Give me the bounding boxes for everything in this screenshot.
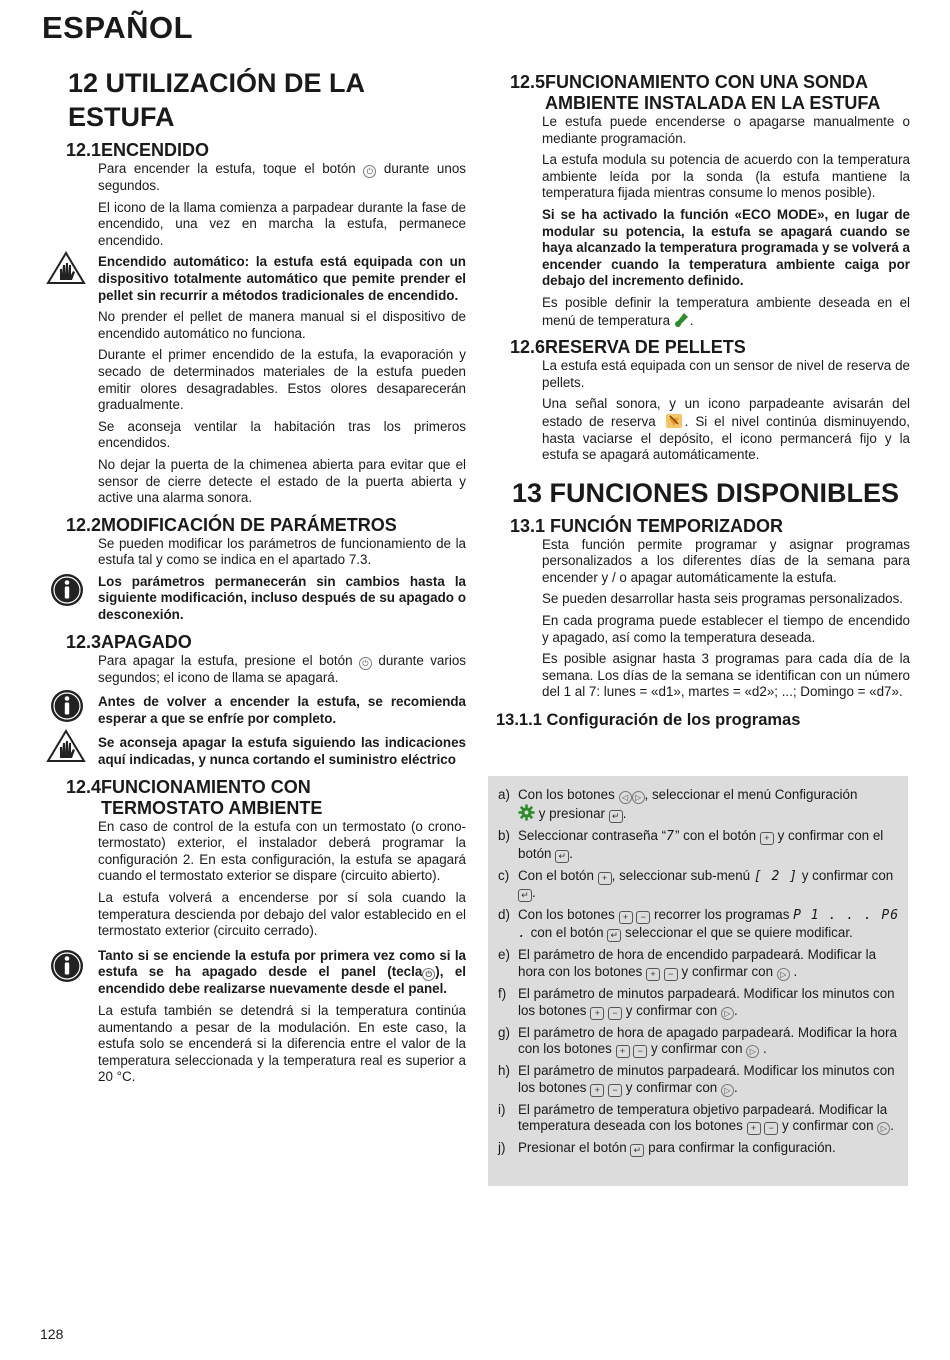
plus-button-icon: +: [646, 968, 660, 981]
section-number: 12.1: [66, 140, 102, 160]
title-line: AMBIENTE INSTALADA EN LA ESTUFA: [545, 93, 881, 113]
text: y confirmar con el botón: [518, 828, 884, 861]
paragraph: Le estufa puede encenderse o apagarse manualmente o mediante programación.: [542, 114, 910, 146]
section-title: FUNCIÓN TEMPORIZADOR: [550, 515, 783, 536]
text: Tanto si se enciende la estufa por primera vez como si la estufa se ha apagado desde el panel (tecla: [98, 947, 466, 980]
gear-icon: [518, 804, 535, 821]
text: .: [793, 963, 798, 979]
step-i: [498, 1102, 902, 1136]
minus-button-icon: −: [608, 1007, 622, 1020]
info-note: [44, 694, 466, 727]
step-label: c): [498, 867, 510, 883]
paragraph: La estufa modula su potencia de acuerdo con la temperatura ambiente leída por la sonda (la estufa mantiene la temperatura fijada mientras consume lo menos posible).: [542, 152, 910, 201]
section-13-title: 13 FUNCIONES DISPONIBLES: [512, 477, 900, 508]
minus-button-icon: −: [664, 968, 678, 981]
section-title: [545, 72, 880, 114]
paragraph: Si se ha activado la función «ECO MODE», en lugar de modular su potencia, la estufa se apagará cuando se haya alcanzado la temperatura programada y se volverá a encender cuando la temperatura ambiente caiga por debajo del incremento definido.: [542, 206, 910, 289]
step-text: [518, 1025, 902, 1059]
warning-note: [44, 254, 466, 304]
section-12-6-heading: [510, 337, 910, 358]
info-text: Los parámetros permanecerán sin cambios hasta la siguiente modificación, incluso después de su apagado o desconexión.: [98, 573, 466, 623]
title-line: FUNCIONAMIENTO CON UNA SONDA: [545, 72, 869, 92]
right-arrow-button-icon: ▷: [721, 1007, 734, 1020]
section-12-title: 12 UTILIZACIÓN DE LA ESTUFA: [68, 68, 365, 132]
text: ), el encendido debe realizarse nuevamente desde el panel.: [98, 964, 466, 997]
paragraph: En cada programa puede establecer el tiempo de encendido y apagado, así como la temperatura deseada.: [542, 613, 910, 645]
plus-button-icon: +: [590, 1007, 604, 1020]
title-line: FUNCIONAMIENTO CON: [101, 776, 311, 797]
enter-button-icon: ↵: [607, 929, 621, 942]
warning-hand-icon: [46, 729, 86, 763]
text: seleccionar el que se quiere modificar.: [625, 924, 853, 940]
text: y confirmar con: [625, 1079, 718, 1095]
paragraph: La estufa volverá a encenderse por sí sola cuando la temperatura descienda por debajo del valor establecido en el termostato exterior (circuito cerrado).: [98, 890, 466, 939]
text: El parámetro de minutos parpadeará. Modificar los minutos con los botones: [518, 1063, 895, 1095]
section-title: ENCENDIDO: [101, 140, 210, 160]
display-code: P 1 . . . P6 .: [518, 908, 900, 941]
plus-button-icon: +: [590, 1084, 604, 1097]
step-text: [518, 787, 902, 823]
thermometer-icon: [674, 312, 690, 328]
step-text: [518, 986, 902, 1020]
right-arrow-button-icon: ▷: [877, 1122, 890, 1135]
section-number: 12.3: [66, 631, 102, 652]
section-12-2-heading: [66, 515, 466, 536]
section-title: MODIFICACIÓN DE PARÁMETROS: [101, 514, 397, 535]
step-f: [498, 986, 902, 1020]
text: El parámetro de hora de encendido parpadeará. Modificar la hora con los botones: [518, 947, 877, 979]
paragraph: [542, 295, 910, 329]
info-note: [44, 574, 466, 624]
text: y presionar: [538, 806, 605, 821]
section-12-1-heading: [66, 140, 466, 161]
text: ” con el botón: [674, 828, 757, 843]
text: y confirmar con: [651, 1041, 743, 1057]
section-title: [101, 777, 322, 819]
plus-button-icon: +: [760, 832, 774, 845]
step-g: [498, 1025, 902, 1059]
text: El parámetro de minutos parpadeará. Modificar los minutos con los botones: [518, 985, 895, 1018]
info-icon: [49, 688, 85, 724]
paragraph: Se aconseja ventilar la habitación tras los primeros encendidos.: [98, 418, 466, 451]
page-number: 128: [40, 1326, 64, 1342]
section-title: RESERVA DE PELLETS: [545, 337, 746, 358]
text: .: [733, 1002, 738, 1018]
text: y confirmar con: [782, 1118, 874, 1134]
text: Con los botones: [518, 907, 615, 923]
text: .: [622, 806, 627, 821]
paragraph: [98, 653, 466, 687]
language-heading: ESPAÑOL: [42, 10, 194, 45]
power-icon: ⏻: [363, 165, 376, 178]
left-arrow-button-icon: ◁: [619, 791, 632, 804]
step-label: b): [498, 828, 510, 843]
text: , seleccionar sub-menú: [611, 867, 751, 883]
text: y confirmar con: [801, 867, 894, 883]
text: El parámetro de temperatura objetivo parpadeará. Modificar la temperatura deseada con los botones: [518, 1101, 888, 1134]
info-note: [44, 948, 466, 998]
text: y confirmar con: [681, 963, 774, 979]
step-label: e): [498, 947, 510, 963]
right-column: [488, 66, 910, 738]
step-text: [518, 868, 902, 903]
warning-text: Encendido automático: la estufa está equipada con un dispositivo totalmente automático que pemite prender el pellet sin recurrir a métodos tradicionales de encendido.: [98, 254, 466, 303]
right-arrow-button-icon: ▷: [632, 791, 645, 804]
section-12-3-heading: [66, 632, 466, 653]
title-line: TERMOSTATO AMBIENTE: [101, 797, 323, 818]
plus-button-icon: +: [619, 911, 633, 924]
plus-button-icon: +: [598, 872, 612, 885]
text: Con el botón: [518, 867, 594, 883]
step-label: g): [498, 1024, 510, 1040]
step-label: h): [498, 1063, 510, 1079]
section-12-4-heading: [66, 777, 466, 819]
info-text: [98, 948, 466, 998]
text: , seleccionar el menú Configuración: [644, 787, 858, 802]
info-icon: [49, 572, 85, 608]
step-label: f): [498, 985, 507, 1001]
text: .: [890, 1118, 895, 1134]
paragraph: [98, 161, 466, 195]
left-column: [44, 66, 466, 1091]
info-icon: [49, 948, 85, 984]
text: .: [763, 1041, 767, 1057]
text: .: [532, 885, 536, 901]
power-icon: ⏻: [359, 657, 372, 670]
right-arrow-button-icon: ▷: [746, 1045, 759, 1058]
paragraph: Esta función permite programar y asignar programas personalizados a los diferentes días de la semana para encender y / o apagar automáticamente la estufa.: [542, 536, 910, 585]
section-number: 13.1: [510, 515, 546, 536]
enter-button-icon: ↵: [555, 850, 569, 863]
paragraph: El icono de la llama comienza a parpadear durante la fase de encendido, una vez en marcha la estufa, permanece encendido.: [98, 199, 466, 248]
info-text: Antes de volver a encender la estufa, se recomienda esperar a que se enfríe por completo.: [98, 694, 466, 726]
step-j: [498, 1140, 902, 1157]
step-text: [518, 947, 902, 981]
step-c: [498, 868, 902, 903]
text: El parámetro de hora de apagado parpadeará. Modificar la hora con los botones: [518, 1024, 897, 1057]
text: con el botón: [530, 924, 604, 940]
step-label: j): [498, 1140, 506, 1156]
warning-hand-icon: [46, 251, 86, 285]
text: recorrer los programas: [653, 907, 790, 923]
display-code: [ 2 ]: [753, 868, 798, 884]
text: durante unos segundos.: [98, 161, 466, 193]
text: Una señal sonora, y un icono parpadeante avisarán del estado de reserva: [542, 396, 910, 429]
step-label: i): [498, 1101, 506, 1117]
section-13-1-1-heading: 13.1.1 Configuración de los programas: [496, 711, 801, 730]
step-label: d): [498, 907, 510, 923]
section-title: APAGADO: [101, 631, 192, 652]
text: Con los botones: [518, 787, 615, 802]
warning-note: [44, 735, 466, 768]
enter-button-icon: ↵: [518, 889, 532, 902]
program-steps-box: [488, 776, 908, 1186]
minus-button-icon: −: [608, 1084, 622, 1097]
text: Para encender la estufa, toque el botón: [98, 161, 356, 176]
enter-button-icon: ↵: [609, 810, 623, 823]
step-text: [518, 1102, 902, 1136]
section-12-5-heading: [510, 72, 910, 114]
paragraph: [542, 396, 910, 463]
display-code: 7: [666, 829, 675, 844]
step-d: [498, 907, 902, 942]
paragraph: La estufa también se detendrá si la temperatura continúa aumentando a pesar de la modulación. En este caso, la estufa solo se encenderá si la diferencia entre el valor de la temperatura seleccionada y la temperatura real es superior a 20 °C.: [98, 1002, 466, 1085]
step-text: [518, 828, 902, 863]
section-number: 12.6: [510, 337, 546, 358]
enter-button-icon: ↵: [630, 1144, 644, 1157]
section-number: 12.4: [66, 776, 102, 797]
paragraph: Se pueden desarrollar hasta seis programas personalizados.: [542, 591, 904, 607]
text: .: [569, 845, 573, 861]
step-a: [498, 787, 902, 823]
paragraph: Es posible asignar hasta 3 programas para cada día de la semana. Los días de la semana se identifican con un número del 1 al 7: lunes = «d1», martes = «d2»; ...; Domingo = «d7».: [542, 651, 910, 700]
pellet-reserve-icon: [663, 413, 685, 429]
text: para confirmar la configuración.: [648, 1140, 836, 1156]
section-number: 12.2: [66, 514, 102, 535]
step-text: [518, 1063, 902, 1097]
text: y confirmar con: [625, 1002, 718, 1018]
minus-button-icon: −: [764, 1122, 778, 1135]
step-h: [498, 1063, 902, 1097]
power-icon: ⏻: [422, 968, 435, 981]
paragraph: No prender el pellet de manera manual si el dispositivo de encendido automático no funciona.: [98, 309, 466, 341]
text: . Si el nivel continúa disminuyendo, hasta vaciarse el depósito, el icono permancerá fijo y la estufa se apagará automáticamente.: [542, 413, 910, 463]
text: .: [689, 312, 694, 328]
paragraph: No dejar la puerta de la chimenea abierta para evitar que el sensor de cierre detecte el estado de la puerta abierta y active una alarma sonora.: [98, 456, 466, 506]
warning-text: Se aconseja apagar la estufa siguiendo las indicaciones aquí indicadas, y nunca cortando el suministro eléctrico: [98, 735, 466, 768]
plus-button-icon: +: [747, 1122, 761, 1135]
paragraph: Durante el primer encendido de la estufa, la evaporación y secado de determinados materiales de la estufa pueden emitir olores desagradables. Estos olores desaparecerán gradualmente.: [98, 347, 466, 413]
step-e: [498, 947, 902, 981]
paragraph: Se pueden modificar los parámetros de funcionamiento de la estufa tal y como se indica en el apartado 7.3.: [98, 535, 466, 568]
step-text: [518, 907, 902, 942]
text: Presionar el botón: [518, 1140, 627, 1156]
right-arrow-button-icon: ▷: [777, 968, 790, 981]
text: Es posible definir la temperatura ambiente deseada en el menú de temperatura: [542, 294, 910, 328]
right-arrow-button-icon: ▷: [721, 1084, 734, 1097]
step-label: a): [498, 787, 510, 802]
minus-button-icon: −: [633, 1045, 647, 1058]
text: Para apagar la estufa, presione el botón: [98, 652, 353, 668]
minus-button-icon: −: [636, 911, 650, 924]
step-b: [498, 828, 902, 863]
paragraph: La estufa está equipada con un sensor de nivel de reserva de pellets.: [542, 358, 910, 390]
text: Seleccionar contraseña “: [518, 828, 667, 843]
text: .: [733, 1079, 738, 1095]
text: durante varios segundos; el icono de llama se apagará.: [98, 652, 466, 685]
step-text: [518, 1140, 902, 1157]
section-number: 12.5: [510, 72, 546, 92]
section-13-1-heading: [510, 516, 910, 537]
plus-button-icon: +: [616, 1045, 630, 1058]
paragraph: En caso de control de la estufa con un termostato (o crono-termostato) exterior, el instalador deberá programar la configuración 2. En esta configuración, la estufa se apagará cuando el termostato exterior se dispare (circuito abierto).: [98, 818, 466, 884]
